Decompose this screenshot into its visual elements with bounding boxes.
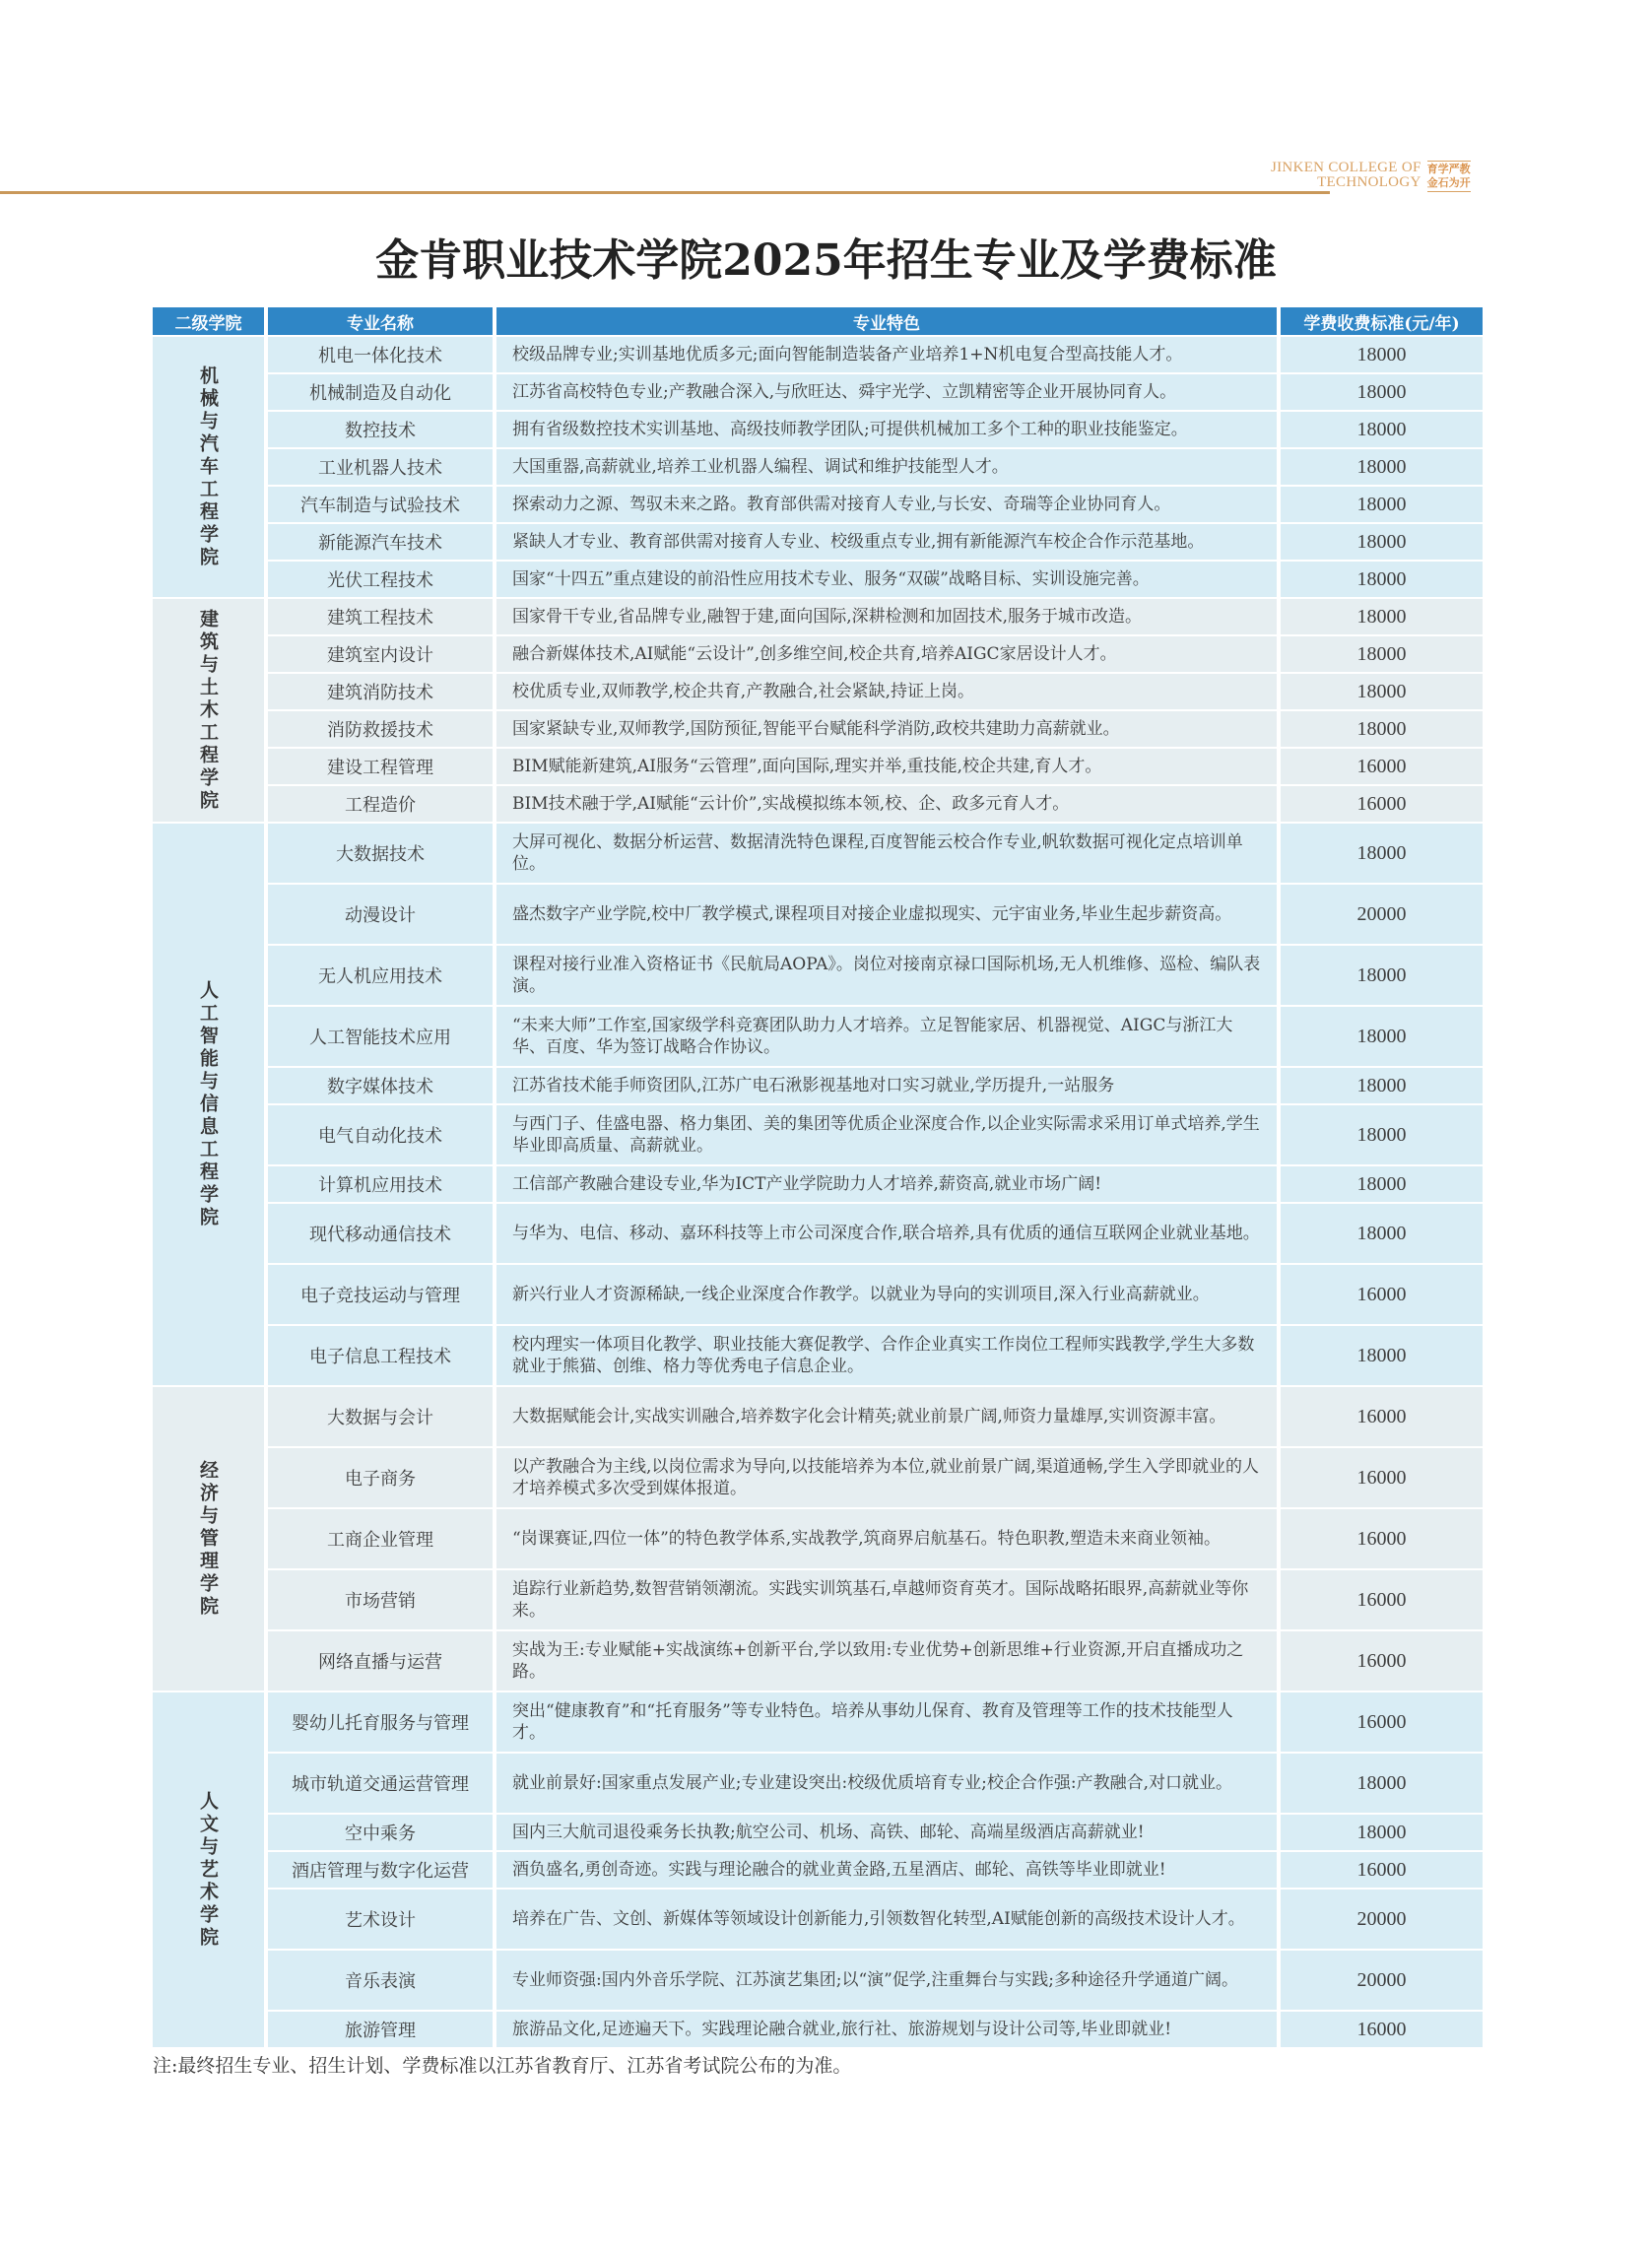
major-name: 消防救援技术 bbox=[268, 711, 493, 747]
major-name: 工业机器人技术 bbox=[268, 449, 493, 485]
table-row bbox=[268, 449, 1483, 485]
major-name: 空中乘务 bbox=[268, 1815, 493, 1850]
page-title: 金肯职业技术学院2025年招生专业及学费标准 bbox=[375, 235, 1277, 286]
college-cell bbox=[153, 1692, 264, 2047]
major-name: 城市轨道交通运营管理 bbox=[268, 1754, 493, 1813]
header-college: 二级学院 bbox=[153, 307, 264, 335]
brand-motto bbox=[1427, 161, 1471, 192]
college-group bbox=[153, 1387, 1483, 1691]
college-name: 人文与艺术学院 bbox=[197, 1790, 219, 1950]
major-feature: 以产教融合为主线,以岗位需求为导向,以技能培养为本位,就业前景广阔,渠道通畅,学生入学即就业的人才培养模式多次受到媒体报道。 bbox=[496, 1448, 1277, 1507]
table-row bbox=[268, 786, 1483, 822]
major-feature: 就业前景好:国家重点发展产业;专业建设突出:校级优质培育专业;校企合作强:产教融合,对口就业。 bbox=[496, 1754, 1277, 1813]
table-row bbox=[268, 1105, 1483, 1164]
major-name: 建筑工程技术 bbox=[268, 599, 493, 634]
major-rows bbox=[268, 1387, 1483, 1691]
major-feature: 盛杰数字产业学院,校中厂教学模式,课程项目对接企业虚拟现实、元宇宙业务,毕业生起步薪资高。 bbox=[496, 885, 1277, 944]
major-name: 婴幼儿托育服务与管理 bbox=[268, 1692, 493, 1752]
major-name: 光伏工程技术 bbox=[268, 562, 493, 597]
table-row bbox=[268, 1951, 1483, 2010]
table-row bbox=[268, 1448, 1483, 1507]
table-row bbox=[268, 599, 1483, 634]
major-feature: 国内三大航司退役乘务长执教;航空公司、机场、高铁、邮轮、高端星级酒店高薪就业! bbox=[496, 1815, 1277, 1850]
table-row bbox=[268, 412, 1483, 447]
college-name: 建筑与土木工程学院 bbox=[197, 608, 219, 813]
major-name: 汽车制造与试验技术 bbox=[268, 487, 493, 522]
major-name: 音乐表演 bbox=[268, 1951, 493, 2010]
college-group bbox=[153, 824, 1483, 1385]
major-name: 动漫设计 bbox=[268, 885, 493, 944]
tuition-fee: 18000 bbox=[1281, 1204, 1483, 1263]
table-row bbox=[268, 1852, 1483, 1888]
tuition-fee: 16000 bbox=[1281, 1852, 1483, 1888]
table-row bbox=[268, 1326, 1483, 1385]
major-name: 大数据与会计 bbox=[268, 1387, 493, 1446]
major-name: 网络直播与运营 bbox=[268, 1631, 493, 1691]
table-row bbox=[268, 824, 1483, 883]
major-feature: “岗课赛证,四位一体”的特色教学体系,实战教学,筑商界启航基石。特色职教,塑造未来商业领袖。 bbox=[496, 1509, 1277, 1568]
major-name: 无人机应用技术 bbox=[268, 946, 493, 1005]
table-row bbox=[268, 1007, 1483, 1066]
table-row bbox=[268, 524, 1483, 560]
major-feature: 追踪行业新趋势,数智营销领潮流。实践实训筑基石,卓越师资育英才。国际战略拓眼界,高薪就业等你来。 bbox=[496, 1570, 1277, 1629]
major-name: 电子竞技运动与管理 bbox=[268, 1265, 493, 1324]
major-feature: 实战为王:专业赋能+实战演练+创新平台,学以致用:专业优势+创新思维+行业资源,开启直播成功之路。 bbox=[496, 1631, 1277, 1691]
tuition-fee: 18000 bbox=[1281, 636, 1483, 672]
table-row bbox=[268, 711, 1483, 747]
major-name: 旅游管理 bbox=[268, 2012, 493, 2047]
major-name: 大数据技术 bbox=[268, 824, 493, 883]
major-feature: 专业师资强:国内外音乐学院、江苏演艺集团;以“演”促学,注重舞台与实践;多种途径升学通道广阔。 bbox=[496, 1951, 1277, 2010]
major-feature: 国家紧缺专业,双师教学,国防预征,智能平台赋能科学消防,政校共建助力高薪就业。 bbox=[496, 711, 1277, 747]
table-row bbox=[268, 2012, 1483, 2047]
tuition-fee: 16000 bbox=[1281, 2012, 1483, 2047]
major-name: 电气自动化技术 bbox=[268, 1105, 493, 1164]
brand-en-line2: TECHNOLOGY bbox=[1317, 174, 1421, 190]
tuition-fee: 18000 bbox=[1281, 824, 1483, 883]
college-name: 机械与汽车工程学院 bbox=[197, 365, 219, 569]
table-row bbox=[268, 1631, 1483, 1691]
table-row bbox=[268, 487, 1483, 522]
tuition-fee: 20000 bbox=[1281, 885, 1483, 944]
major-feature: BIM技术融于学,AI赋能“云计价”,实战模拟练本领,校、企、政多元育人才。 bbox=[496, 786, 1277, 822]
tuition-fee: 18000 bbox=[1281, 1007, 1483, 1066]
college-cell bbox=[153, 599, 264, 822]
major-feature: 校内理实一体项目化教学、职业技能大赛促教学、合作企业真实工作岗位工程师实践教学,学生大多数就业于熊猫、创维、格力等优秀电子信息企业。 bbox=[496, 1326, 1277, 1385]
major-feature: 校级品牌专业;实训基地优质多元;面向智能制造装备产业培养1+N机电复合型高技能人才。 bbox=[496, 337, 1277, 372]
tuition-fee: 18000 bbox=[1281, 674, 1483, 709]
header-feature: 专业特色 bbox=[496, 307, 1277, 335]
table-row bbox=[268, 562, 1483, 597]
tuition-fee: 20000 bbox=[1281, 1951, 1483, 2010]
major-feature: 突出“健康教育”和“托育服务”等专业特色。培养从事幼儿保育、教育及管理等工作的技术技能型人才。 bbox=[496, 1692, 1277, 1752]
tuition-fee: 18000 bbox=[1281, 562, 1483, 597]
table-body bbox=[153, 337, 1483, 2047]
major-name: 酒店管理与数字化运营 bbox=[268, 1852, 493, 1888]
college-cell bbox=[153, 1387, 264, 1691]
major-name: 数控技术 bbox=[268, 412, 493, 447]
college-group bbox=[153, 1692, 1483, 2047]
college-cell bbox=[153, 337, 264, 597]
major-name: 数字媒体技术 bbox=[268, 1068, 493, 1103]
major-feature: 拥有省级数控技术实训基地、高级技师教学团队;可提供机械加工多个工种的职业技能鉴定。 bbox=[496, 412, 1277, 447]
table-row bbox=[268, 1509, 1483, 1568]
tuition-fee: 16000 bbox=[1281, 1692, 1483, 1752]
table-row bbox=[268, 1387, 1483, 1446]
tuition-fee: 18000 bbox=[1281, 1105, 1483, 1164]
header-gold-rule bbox=[0, 191, 1330, 194]
major-name: 电子商务 bbox=[268, 1448, 493, 1507]
major-feature: 工信部产教融合建设专业,华为ICT产业学院助力人才培养,薪资高,就业市场广阔! bbox=[496, 1166, 1277, 1202]
major-feature: 江苏省高校特色专业;产教融合深入,与欣旺达、舜宇光学、立凯精密等企业开展协同育人。 bbox=[496, 374, 1277, 410]
table-row bbox=[268, 1570, 1483, 1629]
major-feature: 国家“十四五”重点建设的前沿性应用技术专业、服务“双碳”战略目标、实训设施完善。 bbox=[496, 562, 1277, 597]
table-row bbox=[268, 1890, 1483, 1949]
major-rows bbox=[268, 599, 1483, 822]
major-feature: 探索动力之源、驾驭未来之路。教育部供需对接育人专业,与长安、奇瑞等企业协同育人。 bbox=[496, 487, 1277, 522]
major-name: 市场营销 bbox=[268, 1570, 493, 1629]
tuition-fee: 16000 bbox=[1281, 749, 1483, 784]
major-name: 电子信息工程技术 bbox=[268, 1326, 493, 1385]
major-name: 艺术设计 bbox=[268, 1890, 493, 1949]
major-feature: 旅游品文化,足迹遍天下。实践理论融合就业,旅行社、旅游规划与设计公司等,毕业即就业! bbox=[496, 2012, 1277, 2047]
college-group bbox=[153, 599, 1483, 822]
tuition-fee: 18000 bbox=[1281, 1166, 1483, 1202]
tuition-fee: 18000 bbox=[1281, 599, 1483, 634]
table-row bbox=[268, 1815, 1483, 1850]
major-feature: 与华为、电信、移动、嘉环科技等上市公司深度合作,联合培养,具有优质的通信互联网企业就业基地。 bbox=[496, 1204, 1277, 1263]
college-cell bbox=[153, 824, 264, 1385]
major-name: 建筑室内设计 bbox=[268, 636, 493, 672]
major-feature: 新兴行业人才资源稀缺,一线企业深度合作教学。以就业为导向的实训项目,深入行业高薪就业。 bbox=[496, 1265, 1277, 1324]
major-name: 机械制造及自动化 bbox=[268, 374, 493, 410]
brand-english-name bbox=[1271, 161, 1421, 190]
table-row bbox=[268, 749, 1483, 784]
major-feature: 校优质专业,双师教学,校企共育,产教融合,社会紧缺,持证上岗。 bbox=[496, 674, 1277, 709]
tuition-fee: 16000 bbox=[1281, 786, 1483, 822]
major-rows bbox=[268, 1692, 1483, 2047]
major-feature: 大屏可视化、数据分析运营、数据清洗特色课程,百度智能云校合作专业,帆软数据可视化定点培训单位。 bbox=[496, 824, 1277, 883]
tuition-fee: 18000 bbox=[1281, 1068, 1483, 1103]
tuition-fee: 18000 bbox=[1281, 524, 1483, 560]
major-name: 机电一体化技术 bbox=[268, 337, 493, 372]
table-row bbox=[268, 946, 1483, 1005]
tuition-fee: 20000 bbox=[1281, 1890, 1483, 1949]
major-feature: 课程对接行业准入资格证书《民航局AOPA》。岗位对接南京禄口国际机场,无人机维修、巡检、编队表演。 bbox=[496, 946, 1277, 1005]
table-row bbox=[268, 374, 1483, 410]
tuition-fee: 18000 bbox=[1281, 374, 1483, 410]
table-row bbox=[268, 1265, 1483, 1324]
major-name: 建筑消防技术 bbox=[268, 674, 493, 709]
tuition-fee: 18000 bbox=[1281, 946, 1483, 1005]
tuition-fee: 18000 bbox=[1281, 1815, 1483, 1850]
major-feature: 培养在广告、文创、新媒体等领域设计创新能力,引领数智化转型,AI赋能创新的高级技术设计人才。 bbox=[496, 1890, 1277, 1949]
table-row bbox=[268, 1068, 1483, 1103]
major-feature: 大国重器,高薪就业,培养工业机器人编程、调试和维护技能型人才。 bbox=[496, 449, 1277, 485]
table-row bbox=[268, 1166, 1483, 1202]
major-feature: 紧缺人才专业、教育部供需对接育人专业、校级重点专业,拥有新能源汽车校企合作示范基地。 bbox=[496, 524, 1277, 560]
tuition-fee: 18000 bbox=[1281, 412, 1483, 447]
brand-block bbox=[1271, 161, 1471, 192]
table-row bbox=[268, 1204, 1483, 1263]
table-row bbox=[268, 885, 1483, 944]
major-name: 工商企业管理 bbox=[268, 1509, 493, 1568]
major-feature: 酒负盛名,勇创奇迹。实践与理论融合的就业黄金路,五星酒店、邮轮、高铁等毕业即就业! bbox=[496, 1852, 1277, 1888]
major-feature: 国家骨干专业,省品牌专业,融智于建,面向国际,深耕检测和加固技术,服务于城市改造。 bbox=[496, 599, 1277, 634]
table-row bbox=[268, 636, 1483, 672]
table-row bbox=[268, 1692, 1483, 1752]
table-row bbox=[268, 674, 1483, 709]
major-rows bbox=[268, 824, 1483, 1385]
tuition-fee: 18000 bbox=[1281, 487, 1483, 522]
header-major: 专业名称 bbox=[268, 307, 493, 335]
major-feature: “未来大师”工作室,国家级学科竞赛团队助力人才培养。立足智能家居、机器视觉、AIGC与浙江大华、百度、华为签订战略合作协议。 bbox=[496, 1007, 1277, 1066]
tuition-fee: 16000 bbox=[1281, 1631, 1483, 1691]
footnote: 注:最终招生专业、招生计划、学费标准以江苏省教育厅、江苏省考试院公布的为准。 bbox=[153, 2055, 852, 2077]
college-name: 经济与管理学院 bbox=[197, 1459, 219, 1619]
major-name: 人工智能技术应用 bbox=[268, 1007, 493, 1066]
brand-en-line1: JINKEN COLLEGE OF bbox=[1271, 160, 1421, 175]
tuition-fee: 16000 bbox=[1281, 1448, 1483, 1507]
tuition-fee: 18000 bbox=[1281, 449, 1483, 485]
major-name: 工程造价 bbox=[268, 786, 493, 822]
tuition-fee: 16000 bbox=[1281, 1265, 1483, 1324]
brand-motto-line1: 育学严教 bbox=[1426, 163, 1471, 175]
major-feature: 与西门子、佳盛电器、格力集团、美的集团等优质企业深度合作,以企业实际需求采用订单式培养,学生毕业即高质量、高薪就业。 bbox=[496, 1105, 1277, 1164]
tuition-fee: 18000 bbox=[1281, 711, 1483, 747]
major-feature: 融合新媒体技术,AI赋能“云设计”,创多维空间,校企共育,培养AIGC家居设计人才。 bbox=[496, 636, 1277, 672]
major-feature: 江苏省技术能手师资团队,江苏广电石湫影视基地对口实习就业,学历提升,一站服务 bbox=[496, 1068, 1277, 1103]
major-name: 计算机应用技术 bbox=[268, 1166, 493, 1202]
major-name: 现代移动通信技术 bbox=[268, 1204, 493, 1263]
major-name: 新能源汽车技术 bbox=[268, 524, 493, 560]
major-feature: 大数据赋能会计,实战实训融合,培养数字化会计精英;就业前景广阔,师资力量雄厚,实训资源丰富。 bbox=[496, 1387, 1277, 1446]
tuition-fee: 16000 bbox=[1281, 1387, 1483, 1446]
header-fee: 学费收费标准(元/年) bbox=[1281, 307, 1483, 335]
tuition-fee: 16000 bbox=[1281, 1570, 1483, 1629]
tuition-table bbox=[153, 307, 1483, 2049]
college-group bbox=[153, 337, 1483, 597]
table-header-row bbox=[153, 307, 1483, 335]
table-row bbox=[268, 337, 1483, 372]
major-name: 建设工程管理 bbox=[268, 749, 493, 784]
brand-motto-line2: 金石为开 bbox=[1426, 176, 1471, 189]
tuition-fee: 16000 bbox=[1281, 1509, 1483, 1568]
tuition-fee: 18000 bbox=[1281, 1754, 1483, 1813]
major-rows bbox=[268, 337, 1483, 597]
major-feature: BIM赋能新建筑,AI服务“云管理”,面向国际,理实并举,重技能,校企共建,育人才。 bbox=[496, 749, 1277, 784]
tuition-fee: 18000 bbox=[1281, 1326, 1483, 1385]
tuition-fee: 18000 bbox=[1281, 337, 1483, 372]
college-name: 人工智能与信息工程学院 bbox=[197, 979, 219, 1229]
table-row bbox=[268, 1754, 1483, 1813]
